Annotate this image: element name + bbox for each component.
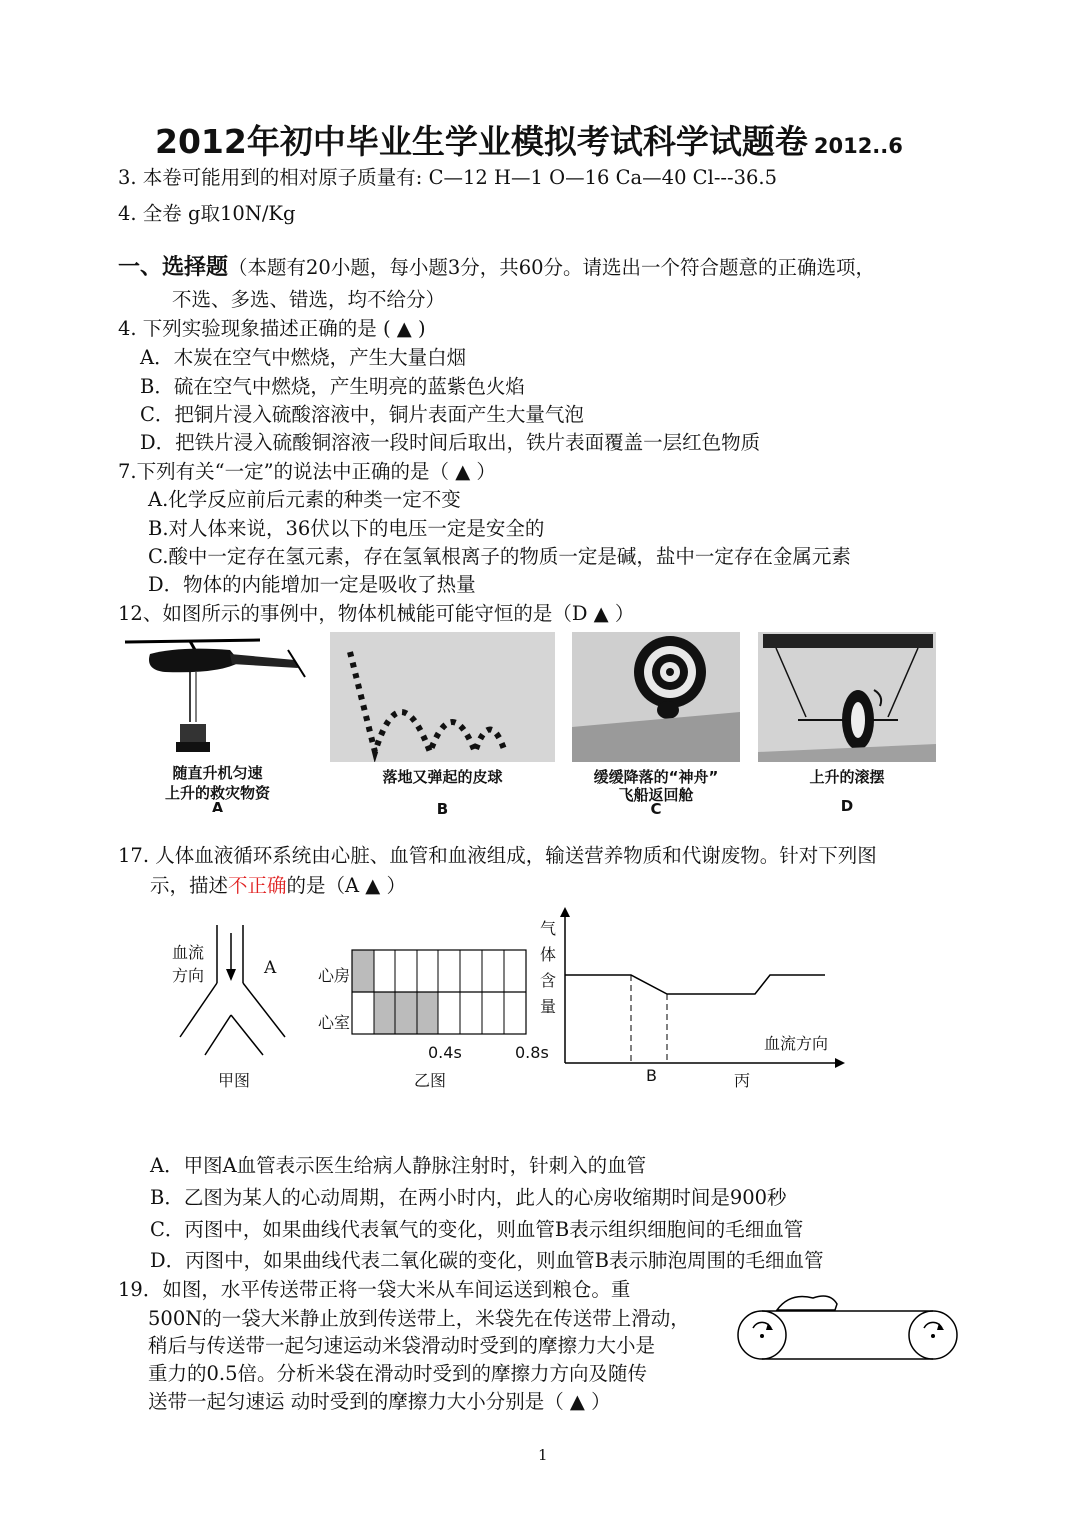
cardiac-cycle-grid [350,948,530,1038]
note-4: 4. 全卷 g取10N/Kg [118,202,296,225]
q4-option-a: A．木炭在空气中燃烧，产生大量白烟 [140,346,467,369]
q12-d-caption-1: 上升的滚摆 [809,768,885,786]
q17-option-d: D．丙图中，如果曲线代表二氧化碳的变化，则血管B表示肺泡周围的毛细血管 [150,1249,824,1272]
bing-y-1: 气 [540,919,557,938]
section-desc-2: 不选、多选、错选，均不给分） [172,288,446,311]
bing-y-3: 含 [540,971,557,990]
q19-line-3: 稍后与传送带一起匀速运动米袋滑动时受到的摩擦力大小是 [148,1334,656,1357]
q12-c-caption-2: 飞船返回舱 [618,786,694,804]
q12-b-caption-1: 落地又弹起的皮球 [382,768,503,786]
bouncing-ball-icon [330,632,555,762]
jia-name: 甲图 [218,1071,251,1090]
q4-option-b: B．硫在空气中燃烧，产生明亮的蓝紫色火焰 [140,375,525,398]
jia-flow-1: 血流 [172,943,205,962]
section-heading [118,250,875,281]
q12-b-letter: B [436,800,449,818]
q7-option-a: A.化学反应前后元素的种类一定不变 [148,488,461,511]
parachute-capsule-icon [572,632,740,762]
q12-picture-b [330,632,555,762]
q7-option-b: B.对人体来说，36伏以下的电压一定是安全的 [148,517,545,540]
bing-name: 丙 [734,1071,751,1090]
yi-ventricle-label: 心室 [318,1013,351,1032]
q19-line-1: 19．如图，水平传送带正将一袋大米从车间运送到粮仓。重 [118,1278,631,1301]
yi-tick-2: 0.8s [515,1043,549,1062]
q17-stem-2-red: 不正确 [228,874,287,897]
page-number: 1 [538,1446,548,1464]
yi-atrium-label: 心房 [318,966,351,985]
yi-tick-1: 0.4s [428,1043,462,1062]
q17-stem-2b: 的是（A ▲ ） [286,874,407,897]
jia-vessel-label: A [264,958,277,978]
section-title: 一、选择题 [118,255,229,280]
maxwell-pendulum-icon [758,632,936,762]
q12-c-letter: C [650,800,662,818]
q12-a-caption-2: 上升的救灾物资 [164,784,270,802]
q19-line-4: 重力的0.5倍。分析米袋在滑动时受到的摩擦力方向及随传 [148,1362,648,1385]
q7-stem: 7.下列有关“一定”的说法中正确的是（ ▲ ） [118,460,496,483]
q17-option-a: A．甲图A血管表示医生给病人静脉注射时，针刺入的血管 [150,1154,647,1177]
q19-line-5: 送带一起匀速运 动时受到的摩擦力大小分别是（ ▲ ） [148,1390,611,1413]
q12-picture-d [758,632,936,762]
q4-option-d: D．把铁片浸入硫酸铜溶液一段时间后取出，铁片表面覆盖一层红色物质 [140,431,761,454]
q12-a-caption-1: 随直升机匀速 [172,764,263,782]
title-main: 2012年初中毕业生学业模拟考试科学试题卷 [155,122,808,161]
q12-a-letter: A [211,799,224,812]
conveyor-belt-diagram [735,1290,965,1370]
q17-option-b: B．乙图为某人的心动周期，在两小时内，此人的心房收缩期时间是900秒 [150,1186,787,1209]
blood-vessel-diagram [175,925,295,1065]
jia-flow-2: 方向 [172,966,205,985]
page-title [155,116,903,163]
q17-stem-1: 17. 人体血液循环系统由心脏、血管和血液组成，输送营养物质和代谢废物。针对下列图 [118,844,877,867]
q12-picture-c [572,632,740,762]
q12-picture-a [120,632,315,812]
note-3: 3. 本卷可能用到的相对原子质量有: C—12 H—1 O—16 Ca—40 Cl---36.5 [118,166,778,189]
yi-name: 乙图 [414,1071,447,1090]
q4-stem: 4. 下列实验现象描述正确的是 ( ▲ ) [118,317,426,340]
bing-vessel-b: B [646,1066,657,1085]
q17-stem-2a: 示，描述 [150,874,229,897]
helicopter-icon [120,632,315,762]
q4-option-c: C．把铜片浸入硫酸溶液中，铜片表面产生大量气泡 [140,403,584,426]
q7-option-d: D．物体的内能增加一定是吸收了热量 [148,573,476,596]
q12-d-letter: D [840,797,854,815]
section-desc-1: （本题有20小题，每小题3分，共60分。请选出一个符合题意的正确选项， [228,256,876,279]
q12-stem: 12、如图所示的事例中，物体机械能可能守恒的是（D ▲ ） [118,602,635,625]
bing-y-2: 体 [540,945,557,964]
bing-y-4: 量 [540,997,557,1016]
q19-line-2: 500N的一袋大米静止放到传送带上，米袋先在传送带上滑动， [148,1307,690,1330]
q7-option-c: C.酸中一定存在氢元素，存在氢氧根离子的物质一定是碱，盐中一定存在金属元素 [148,545,851,568]
q12-c-caption-1: 缓缓降落的“神舟” [593,768,719,786]
q17-option-c: C．丙图中，如果曲线代表氧气的变化，则血管B表示组织细胞间的毛细血管 [150,1218,804,1241]
title-date: 2012..6 [813,134,903,158]
q17-stem-2 [150,876,406,896]
bing-x-label: 血流方向 [764,1034,829,1053]
